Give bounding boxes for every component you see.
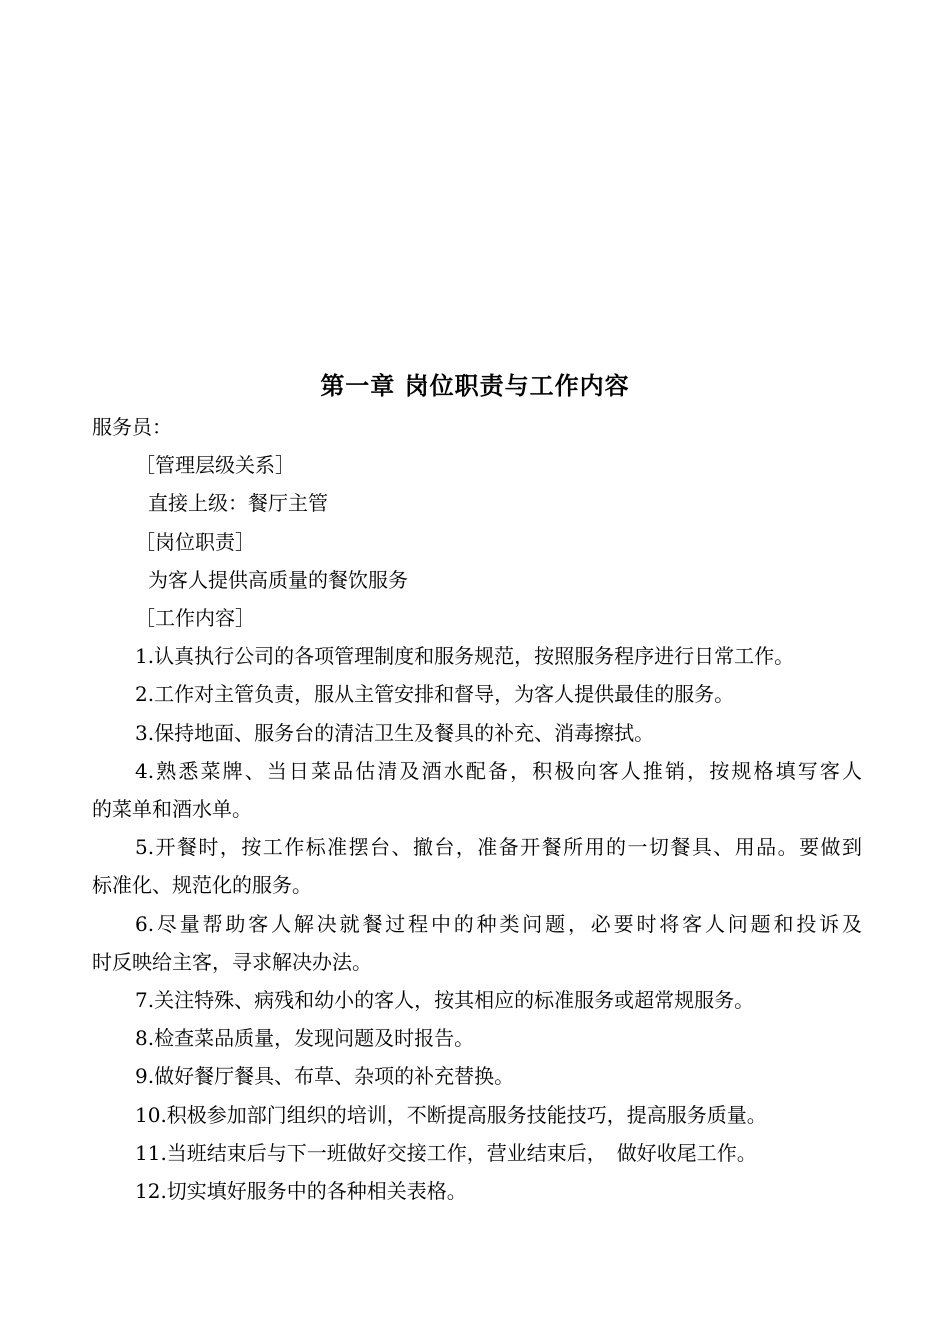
duty-heading: ［岗位职责］ — [135, 529, 255, 554]
duty-text: 为客人提供高质量的餐饮服务 — [148, 567, 408, 592]
work-item-1: 1.认真执行公司的各项管理制度和服务规范，按照服务程序进行日常工作。 — [135, 644, 795, 669]
work-item-5-continued: 标准化、规范化的服务。 — [92, 873, 312, 898]
work-item-4-continued: 的菜单和酒水单。 — [92, 797, 252, 822]
work-item-7: 7.关注特殊、病残和幼小的客人，按其相应的标准服务或超常规服务。 — [135, 988, 755, 1013]
work-item-11: 11.当班结束后与下一班做好交接工作，营业结束后， 做好收尾工作。 — [135, 1140, 757, 1165]
hierarchy-heading: ［管理层级关系］ — [135, 453, 295, 478]
work-item-10: 10.积极参加部门组织的培训，不断提高服务技能技巧，提高服务质量。 — [135, 1102, 767, 1127]
work-item-5: 5.开餐时，按工作标准摆台、撤台，准备开餐所用的一切餐具、用品。要做到 — [135, 835, 862, 860]
work-item-3: 3.保持地面、服务台的清洁卫生及餐具的补充、消毒擦拭。 — [135, 720, 655, 745]
work-item-4: 4.熟悉菜牌、当日菜品估清及酒水配备，积极向客人推销，按规格填写客人 — [135, 758, 862, 783]
chapter-title: 第一章 岗位职责与工作内容 — [320, 371, 630, 400]
work-item-6: 6.尽量帮助客人解决就餐过程中的种类问题，必要时将客人问题和投诉及 — [135, 911, 862, 936]
role-label: 服务员： — [92, 415, 172, 439]
document-body — [92, 408, 862, 1210]
work-item-6-continued: 时反映给主客，寻求解决办法。 — [92, 949, 372, 974]
work-item-9: 9.做好餐厅餐具、布草、杂项的补充替换。 — [135, 1064, 515, 1089]
work-heading: ［工作内容］ — [135, 606, 255, 631]
work-item-8: 8.检查菜品质量，发现问题及时报告。 — [135, 1026, 475, 1051]
work-item-12: 12.切实填好服务中的各种相关表格。 — [135, 1179, 467, 1204]
supervisor-line: 直接上级：餐厅主管 — [148, 491, 328, 516]
work-item-2: 2.工作对主管负责，服从主管安排和督导，为客人提供最佳的服务。 — [135, 682, 735, 707]
